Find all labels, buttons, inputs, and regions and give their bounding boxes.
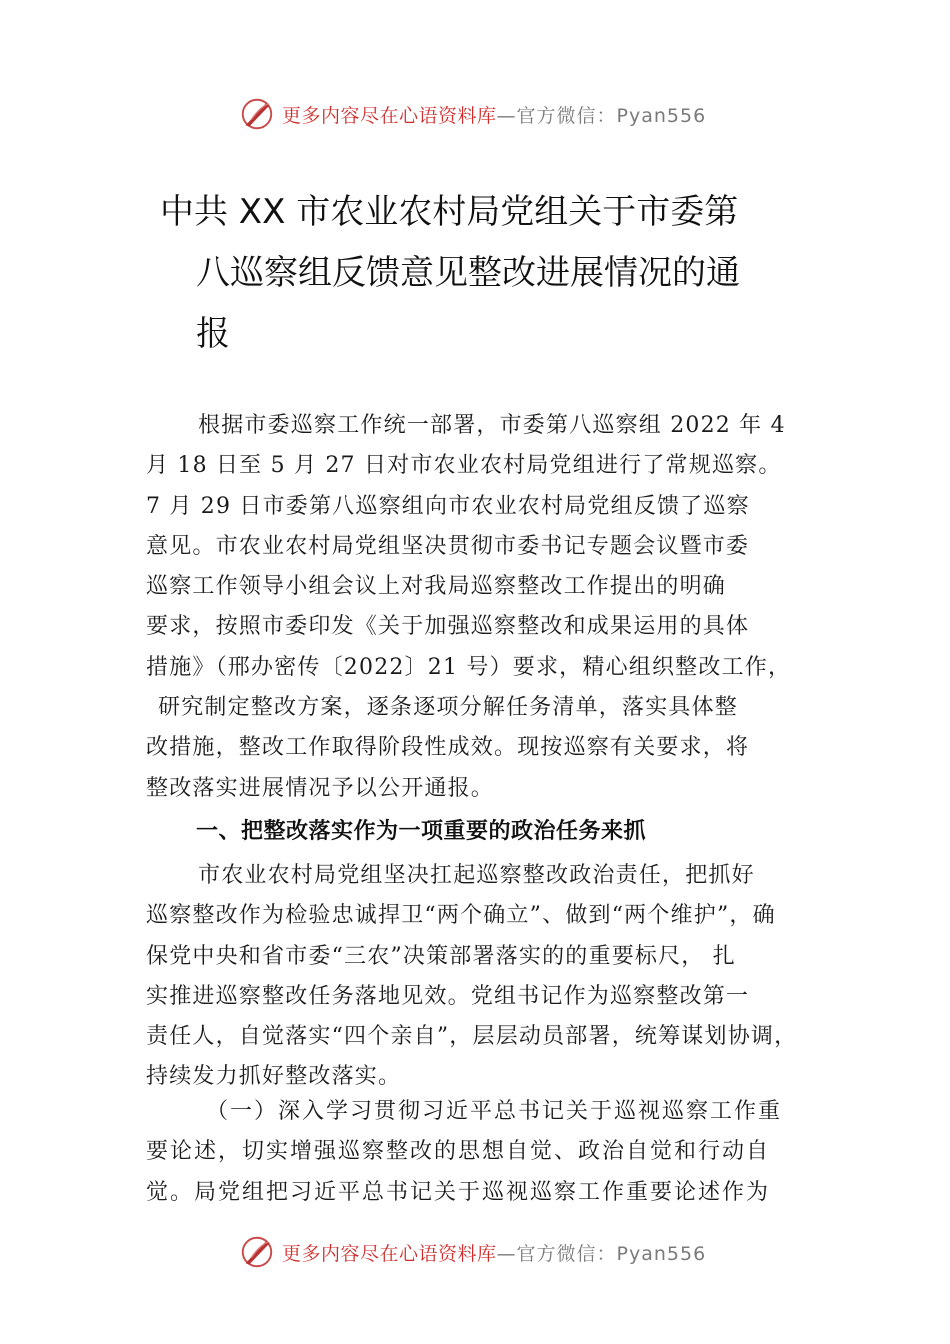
text-line: 改措施，整改工作取得阶段性成效。现按巡察有关要求，将 [146,735,750,761]
document-title [160,182,780,365]
text-line: 意见。市农业农村局党组坚决贯彻市委书记专题会议暨市委 [146,533,750,559]
title-line-2: 八巡察组反馈意见整改进展情况的通 [196,253,740,293]
text-line: 市农业农村局党组坚决扛起巡察整改政治责任，把抓好 [198,863,755,888]
text-line: 实推进巡察整改任务落地见效。党组书记作为巡察整改第一 [146,983,750,1009]
watermark-banner-top [238,94,706,134]
text-line: 研究制定整改方案，逐条逐项分解任务清单，落实具体整 [158,695,739,721]
intro-paragraph [146,406,836,809]
text-line: 要论述，切实增强巡察整改的思想自觉、政治自觉和行动自 [146,1139,771,1165]
watermark-banner-bottom [238,1232,706,1272]
quill-logo-icon [238,95,276,133]
text-line: 责任人，自觉落实“四个亲自”，层层动员部署，统筹谋划协调， [146,1024,798,1050]
text-line: （一）深入学习贯彻习近平总书记关于巡视巡察工作重 [206,1099,783,1124]
section-heading-1: 一、把整改落实作为一项重要的政治任务来抓 [196,819,647,844]
text-line: 根据市委巡察工作统一部署，市委第八巡察组 2022 年 4 [198,413,786,438]
text-line: 保党中央和省市委“三农”决策部署落实的的重要标尺， 扎 [146,943,736,969]
quill-logo-icon [238,1233,276,1271]
text-line: 7 月 29 日市委第八巡察组向市农业农村局党组反馈了巡察 [146,493,750,519]
watermark-red-text: 更多内容尽在心语资料库 [282,104,497,127]
text-line: 要求，按照市委印发《关于加强巡察整改和成果运用的具体 [146,614,750,640]
subsection-1-paragraph [146,1092,836,1213]
watermark-gray-text: —官方微信：Pyan556 [496,104,707,127]
watermark-gray-text: —官方微信：Pyan556 [496,1242,707,1265]
text-line: 觉。局党组把习近平总书记关于巡视巡察工作重要论述作为 [146,1179,771,1205]
section-1-paragraph [146,856,836,1098]
title-line-1: 中共 XX 市农业农村局党组关于市委第 [160,192,739,232]
text-line: 整改落实进展情况予以公开通报。 [146,775,495,801]
text-line: 月 18 日至 5 月 27 日对市农业农村局党组进行了常规巡察。 [146,453,782,479]
text-line: 巡察工作领导小组会议上对我局巡察整改工作提出的明确 [146,574,727,600]
text-line: 巡察整改作为检验忠诚捍卫“两个确立”、做到“两个维护”，确 [146,903,776,929]
text-line: 措施》（邢办密传〔2022〕21 号）要求，精心组织整改工作， [146,654,792,680]
text-line: 持续发力抓好整改落实。 [146,1064,402,1090]
watermark-red-text: 更多内容尽在心语资料库 [282,1242,497,1265]
title-line-3: 报 [196,314,230,354]
